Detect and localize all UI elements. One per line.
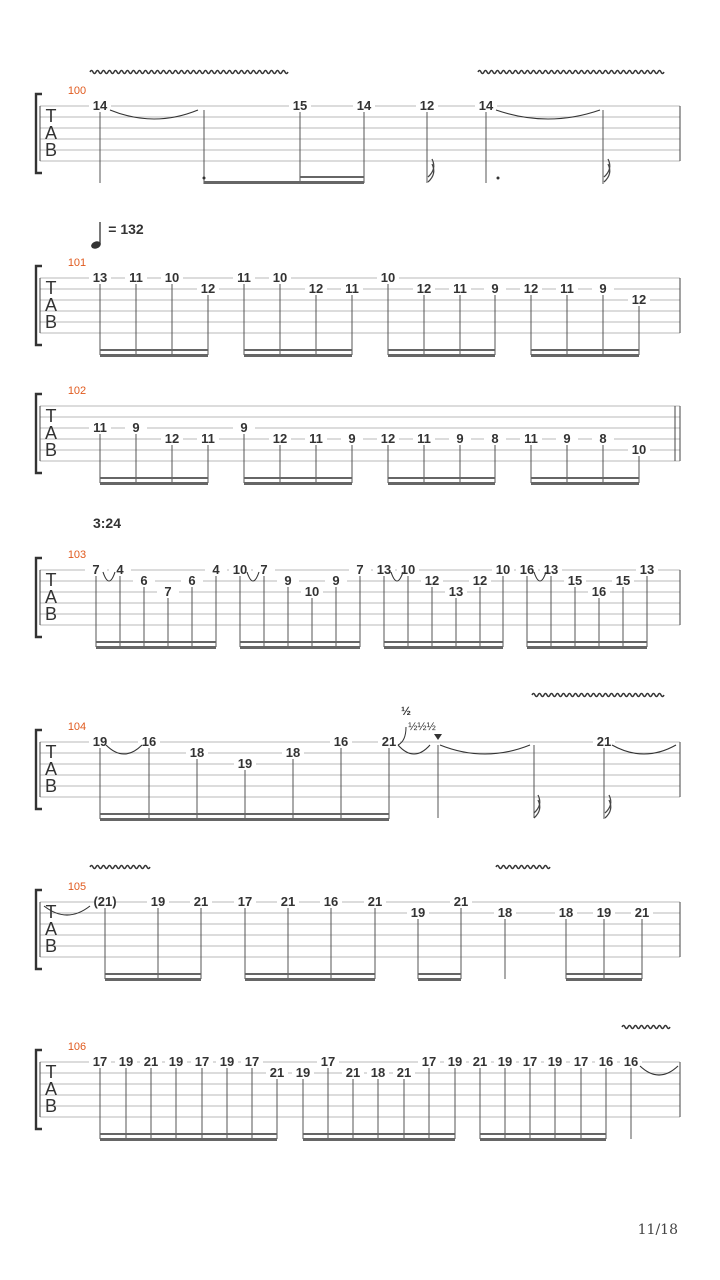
fret-number: 17 [194,1054,210,1069]
beam [244,477,352,479]
fret-number: 7 [164,584,172,599]
fret-number: 13 [543,562,559,577]
fret-number: 12 [200,281,216,296]
tab-clef-letter: B [44,604,58,624]
fret-number: 19 [118,1054,134,1069]
fret-number: 19 [92,734,108,749]
beam [480,1138,606,1141]
fret-number: 10 [164,270,180,285]
fret-number: 12 [272,431,288,446]
fret-number: 15 [292,98,308,113]
fret-number: 11 [560,281,574,296]
fret-number: 9 [332,573,340,588]
fret-number: 7 [356,562,364,577]
tab-clef-letter: B [44,140,58,160]
beam [531,482,639,485]
tab-clef-letter: T [45,106,57,126]
fret-number: 10 [400,562,416,577]
fret-number: 6 [188,573,196,588]
beam [245,978,375,981]
fret-number: 16 [598,1054,614,1069]
beam [303,1133,455,1135]
beam [100,349,208,351]
fret-number: 19 [168,1054,184,1069]
fret-number: 13 [92,270,108,285]
vibrato-mark [478,71,664,74]
measure-number: 106 [67,1041,87,1053]
beam [244,354,352,357]
fret-number: 14 [478,98,494,113]
fret-number: 9 [563,431,571,446]
fret-number: 11 [453,281,467,296]
tab-clef-letter: B [44,776,58,796]
fret-number: 14 [356,98,372,113]
beam [100,1138,277,1141]
fret-number: 4 [116,562,124,577]
fret-number: 17 [237,894,253,909]
beam [388,349,495,351]
measure-number: 102 [67,385,87,397]
tab-clef-letter: T [45,278,57,298]
tab-clef-letter: T [45,742,57,762]
beam [100,813,389,815]
fret-number: (21) [93,894,117,909]
fret-number: 16 [623,1054,639,1069]
fret-number: 16 [519,562,535,577]
fret-number: 4 [212,562,220,577]
fret-number: 8 [599,431,607,446]
fret-number: 13 [448,584,464,599]
tempo-value: = 132 [108,221,144,237]
vibrato-mark [532,694,664,697]
fret-number: 7 [92,562,100,577]
tab-clef-letter: T [45,902,57,922]
fret-number: 16 [591,584,607,599]
fret-number: 17 [320,1054,336,1069]
fret-number: 18 [370,1065,386,1080]
fret-number: 11 [345,281,359,296]
beam [531,349,639,351]
tab-clef-letter: B [44,1096,58,1116]
fret-number: 19 [150,894,166,909]
beam [105,978,201,981]
beam [384,641,503,643]
fret-number: 15 [615,573,631,588]
fret-number: 12 [424,573,440,588]
fret-number: 21 [269,1065,285,1080]
beam [100,354,208,357]
tab-clef-letter: A [44,423,58,443]
fret-number: 17 [92,1054,108,1069]
page-number: 11/18 [637,1222,678,1238]
fret-number: 12 [419,98,435,113]
fret-number: 12 [472,573,488,588]
tab-clef-letter: T [45,1062,57,1082]
measure-number: 100 [67,85,87,97]
fret-number: 14 [92,98,108,113]
fret-number: 18 [497,905,513,920]
beam [418,978,461,981]
fret-number: 21 [193,894,209,909]
fret-number: 10 [631,442,647,457]
beam [418,973,461,975]
fret-number: 17 [522,1054,538,1069]
beam [303,1138,455,1141]
beam [480,1133,606,1135]
tab-clef-letter: B [44,312,58,332]
fret-number: 11 [237,270,251,285]
fret-number: 19 [410,905,426,920]
beam [100,818,389,821]
tab-clef-letter: A [44,1079,58,1099]
beam [100,482,208,485]
beam [527,641,647,643]
beam [566,978,642,981]
fret-number: 18 [285,745,301,760]
fret-number: 17 [244,1054,260,1069]
beam [244,349,352,351]
vibrato-mark [622,1026,670,1029]
fret-number: 10 [495,562,511,577]
tie-arc [640,1066,678,1075]
beam [245,973,375,975]
bend-arrowhead [434,734,442,740]
fret-number: 11 [129,270,143,285]
vibrato-mark [90,866,150,869]
fret-number: 11 [524,431,538,446]
fret-number: 21 [396,1065,412,1080]
fret-number: 16 [323,894,339,909]
dot [203,177,206,180]
fret-number: 9 [348,431,356,446]
beam [384,646,503,649]
fret-number: 12 [380,431,396,446]
measure-number: 105 [67,881,87,893]
fret-number: 21 [345,1065,361,1080]
beam [300,176,364,178]
beam [204,181,364,184]
fret-number: 10 [304,584,320,599]
fret-number: 11 [201,431,215,446]
fret-number: 21 [596,734,612,749]
tab-clef-letter: T [45,570,57,590]
measure-number: 103 [67,549,87,561]
beam [100,1133,277,1135]
fret-number: 18 [558,905,574,920]
beam [388,482,495,485]
beam [244,482,352,485]
fret-number: 9 [456,431,464,446]
fret-number: 10 [232,562,248,577]
beam [531,354,639,357]
tab-clef-letter: A [44,587,58,607]
fret-number: 19 [547,1054,563,1069]
fret-number: 15 [567,573,583,588]
dot [497,177,500,180]
fret-number: 19 [295,1065,311,1080]
fret-number: 17 [573,1054,589,1069]
fret-number: 21 [143,1054,159,1069]
fret-number: 21 [472,1054,488,1069]
fret-number: 11 [93,420,107,435]
fret-number: 21 [280,894,296,909]
tie-arc [496,110,600,119]
time-marker: 3:24 [92,515,122,531]
fret-number: 13 [639,562,655,577]
fret-number: 11 [309,431,323,446]
fret-number: 12 [308,281,324,296]
fret-number: 19 [596,905,612,920]
fret-number: 12 [631,292,647,307]
measure-number: 101 [67,257,87,269]
beam [388,354,495,357]
tab-clef-letter: A [44,919,58,939]
beam [240,646,360,649]
fret-number: 12 [523,281,539,296]
tab-clef-letter: T [45,406,57,426]
bend-fraction: ½½½ [408,721,436,733]
fret-number: 9 [491,281,499,296]
fret-number: 10 [272,270,288,285]
fret-number: 11 [417,431,431,446]
tab-clef-letter: B [44,936,58,956]
vibrato-mark [90,71,288,74]
fret-number: 19 [447,1054,463,1069]
fret-number: 9 [240,420,248,435]
fret-number: 9 [284,573,292,588]
fret-number: 19 [497,1054,513,1069]
tab-clef-letter: A [44,295,58,315]
fret-number: 13 [376,562,392,577]
beam [388,477,495,479]
bend-amount: ½ [400,704,412,718]
tab-clef-letter: A [44,123,58,143]
beam [100,477,208,479]
fret-number: 21 [381,734,397,749]
vibrato-mark [496,866,550,869]
fret-number: 21 [634,905,650,920]
fret-number: 6 [140,573,148,588]
fret-number: 21 [453,894,469,909]
beam [105,973,201,975]
fret-number: 10 [380,270,396,285]
fret-number: 19 [237,756,253,771]
fret-number: 19 [219,1054,235,1069]
fret-number: 18 [189,745,205,760]
fret-number: 9 [599,281,607,296]
fret-number: 16 [141,734,157,749]
fret-number: 17 [421,1054,437,1069]
beam [96,646,216,649]
fret-number: 8 [491,431,499,446]
tab-clef-letter: A [44,759,58,779]
measure-number: 104 [67,721,87,733]
beam [96,641,216,643]
beam [527,646,647,649]
beam [240,641,360,643]
fret-number: 16 [333,734,349,749]
tie-arc [110,110,198,119]
fret-number: 12 [164,431,180,446]
beam [566,973,642,975]
fret-number: 21 [367,894,383,909]
tab-clef-letter: B [44,440,58,460]
fret-number: 7 [260,562,268,577]
fret-number: 9 [132,420,140,435]
fret-number: 12 [416,281,432,296]
beam [531,477,639,479]
